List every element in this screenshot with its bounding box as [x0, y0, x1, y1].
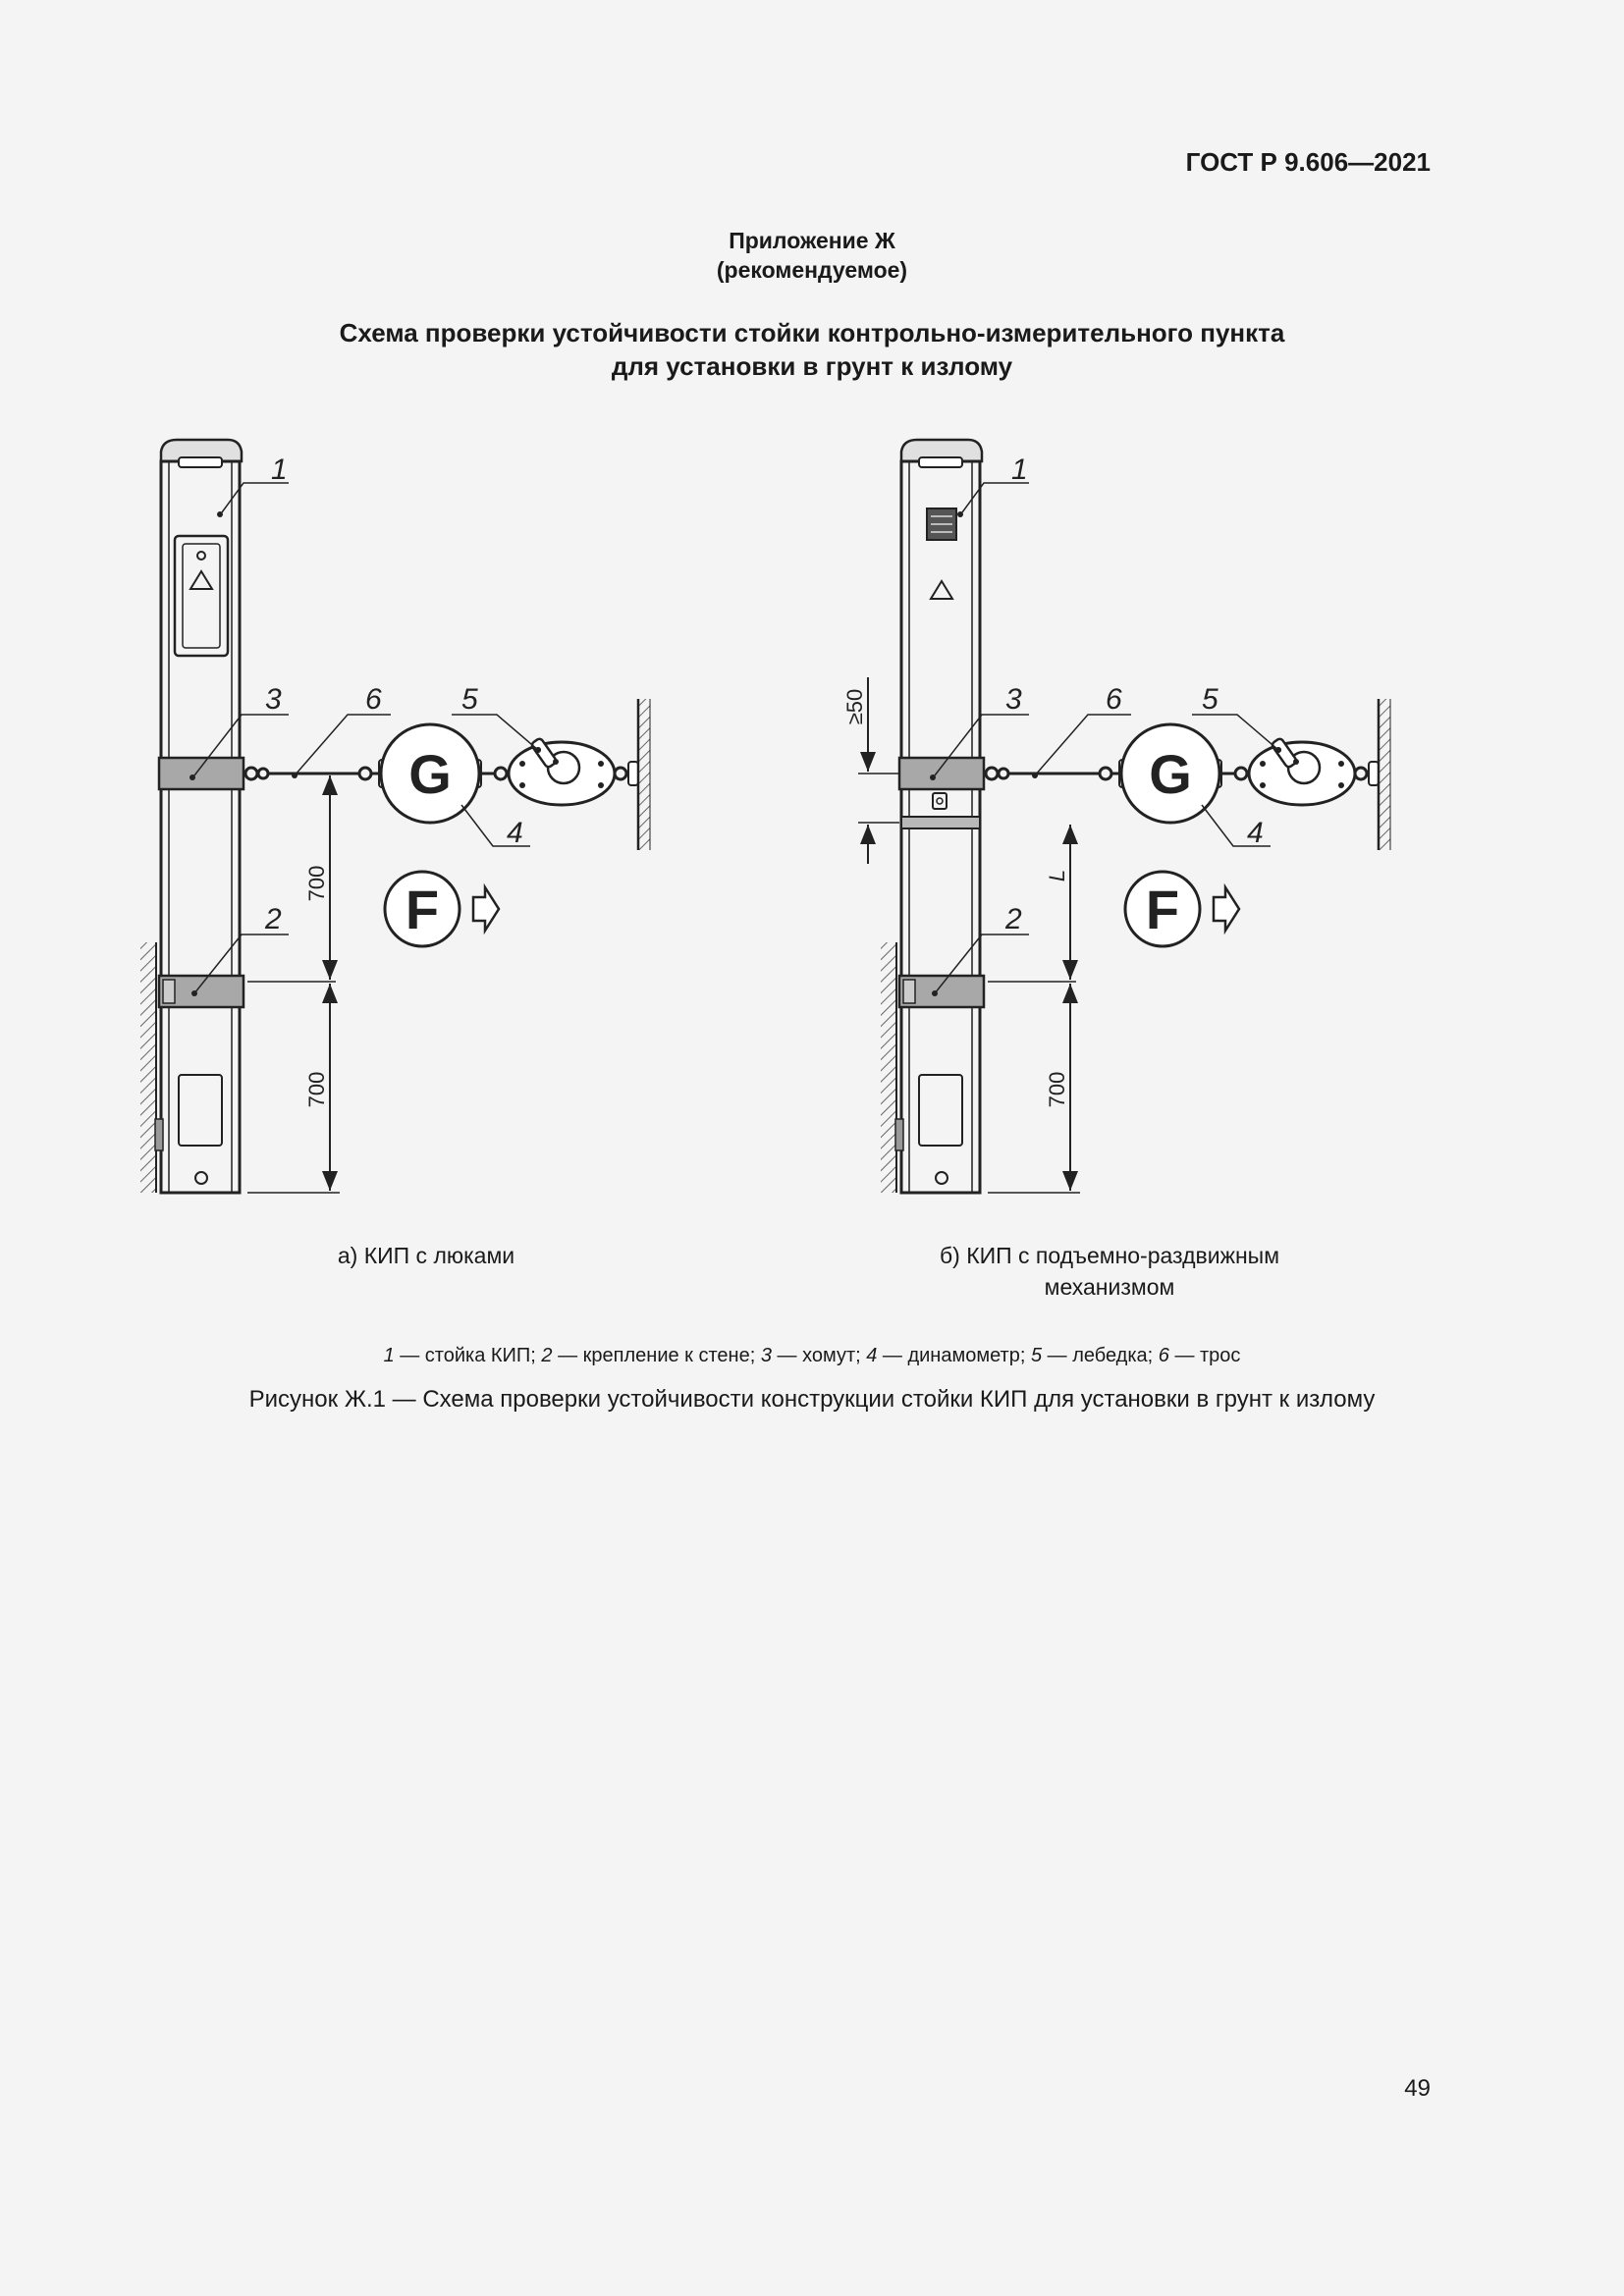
post-b	[895, 440, 982, 1193]
force-symbol	[385, 872, 499, 946]
title-line-1: Схема проверки устойчивости стойки контрольно-измерительного пункта	[339, 318, 1285, 347]
svg-text:5: 5	[461, 683, 478, 716]
svg-text:F: F	[405, 879, 440, 940]
dim-lower: 700	[304, 1071, 329, 1108]
dim-top: ≥50	[842, 688, 867, 725]
svg-text:4: 4	[507, 817, 523, 849]
warning-icon	[931, 581, 952, 599]
appendix-status: (рекомендуемое)	[716, 257, 908, 283]
caption-b-line-1: б) КИП с подъемно-раздвижным	[939, 1243, 1280, 1268]
figure-caption: Рисунок Ж.1 — Схема проверки устойчивости конструкции стойки КИП для установки в грунт к излому	[248, 1386, 1376, 1413]
svg-text:2: 2	[1005, 903, 1022, 935]
force-symbol	[1125, 872, 1239, 946]
force-arrow-icon	[1214, 887, 1239, 931]
clamp	[159, 758, 244, 789]
dim-upper: 700	[304, 865, 329, 902]
svg-text:G: G	[408, 743, 452, 805]
force-arrow-icon	[473, 887, 499, 931]
svg-text:4: 4	[1247, 817, 1264, 849]
figure-a	[140, 440, 650, 1193]
dim-lower: 700	[1045, 1071, 1069, 1108]
dynamometer	[1119, 724, 1221, 823]
caption-b-line-2: механизмом	[1044, 1274, 1175, 1300]
standard-number: ГОСТ Р 9.606—2021	[1185, 147, 1431, 177]
winch	[1249, 737, 1355, 805]
svg-text:1: 1	[1011, 454, 1028, 486]
winch	[509, 737, 615, 805]
svg-text:6: 6	[365, 683, 382, 716]
appendix-label: Приложение Ж	[729, 228, 895, 253]
figure-b	[842, 440, 1390, 1193]
dynamometer	[379, 724, 481, 823]
svg-text:G: G	[1149, 743, 1192, 805]
caption-a: а) КИП с люками	[337, 1243, 515, 1268]
svg-text:3: 3	[1005, 683, 1022, 716]
caption-b	[864, 1240, 1355, 1303]
figure-legend: 1 — стойка КИП; 2 — крепление к стене; 3 — хомут; 4 — динамометр; 5 — лебедка; 6 — трос	[383, 1345, 1241, 1366]
svg-text:3: 3	[265, 683, 282, 716]
warning-icon	[190, 571, 212, 589]
svg-text:6: 6	[1106, 683, 1122, 716]
title-line-2: для установки в грунт к излому	[611, 351, 1013, 381]
svg-text:F: F	[1145, 879, 1180, 940]
lock-icon	[197, 552, 205, 560]
svg-text:1: 1	[271, 454, 288, 486]
svg-text:5: 5	[1202, 683, 1218, 716]
dim-upper: L	[1045, 869, 1069, 882]
page-number: 49	[1404, 2075, 1431, 2102]
ground-hatch	[140, 942, 156, 1193]
clamp	[899, 758, 984, 789]
post-a	[155, 440, 242, 1193]
svg-text:2: 2	[265, 903, 282, 935]
